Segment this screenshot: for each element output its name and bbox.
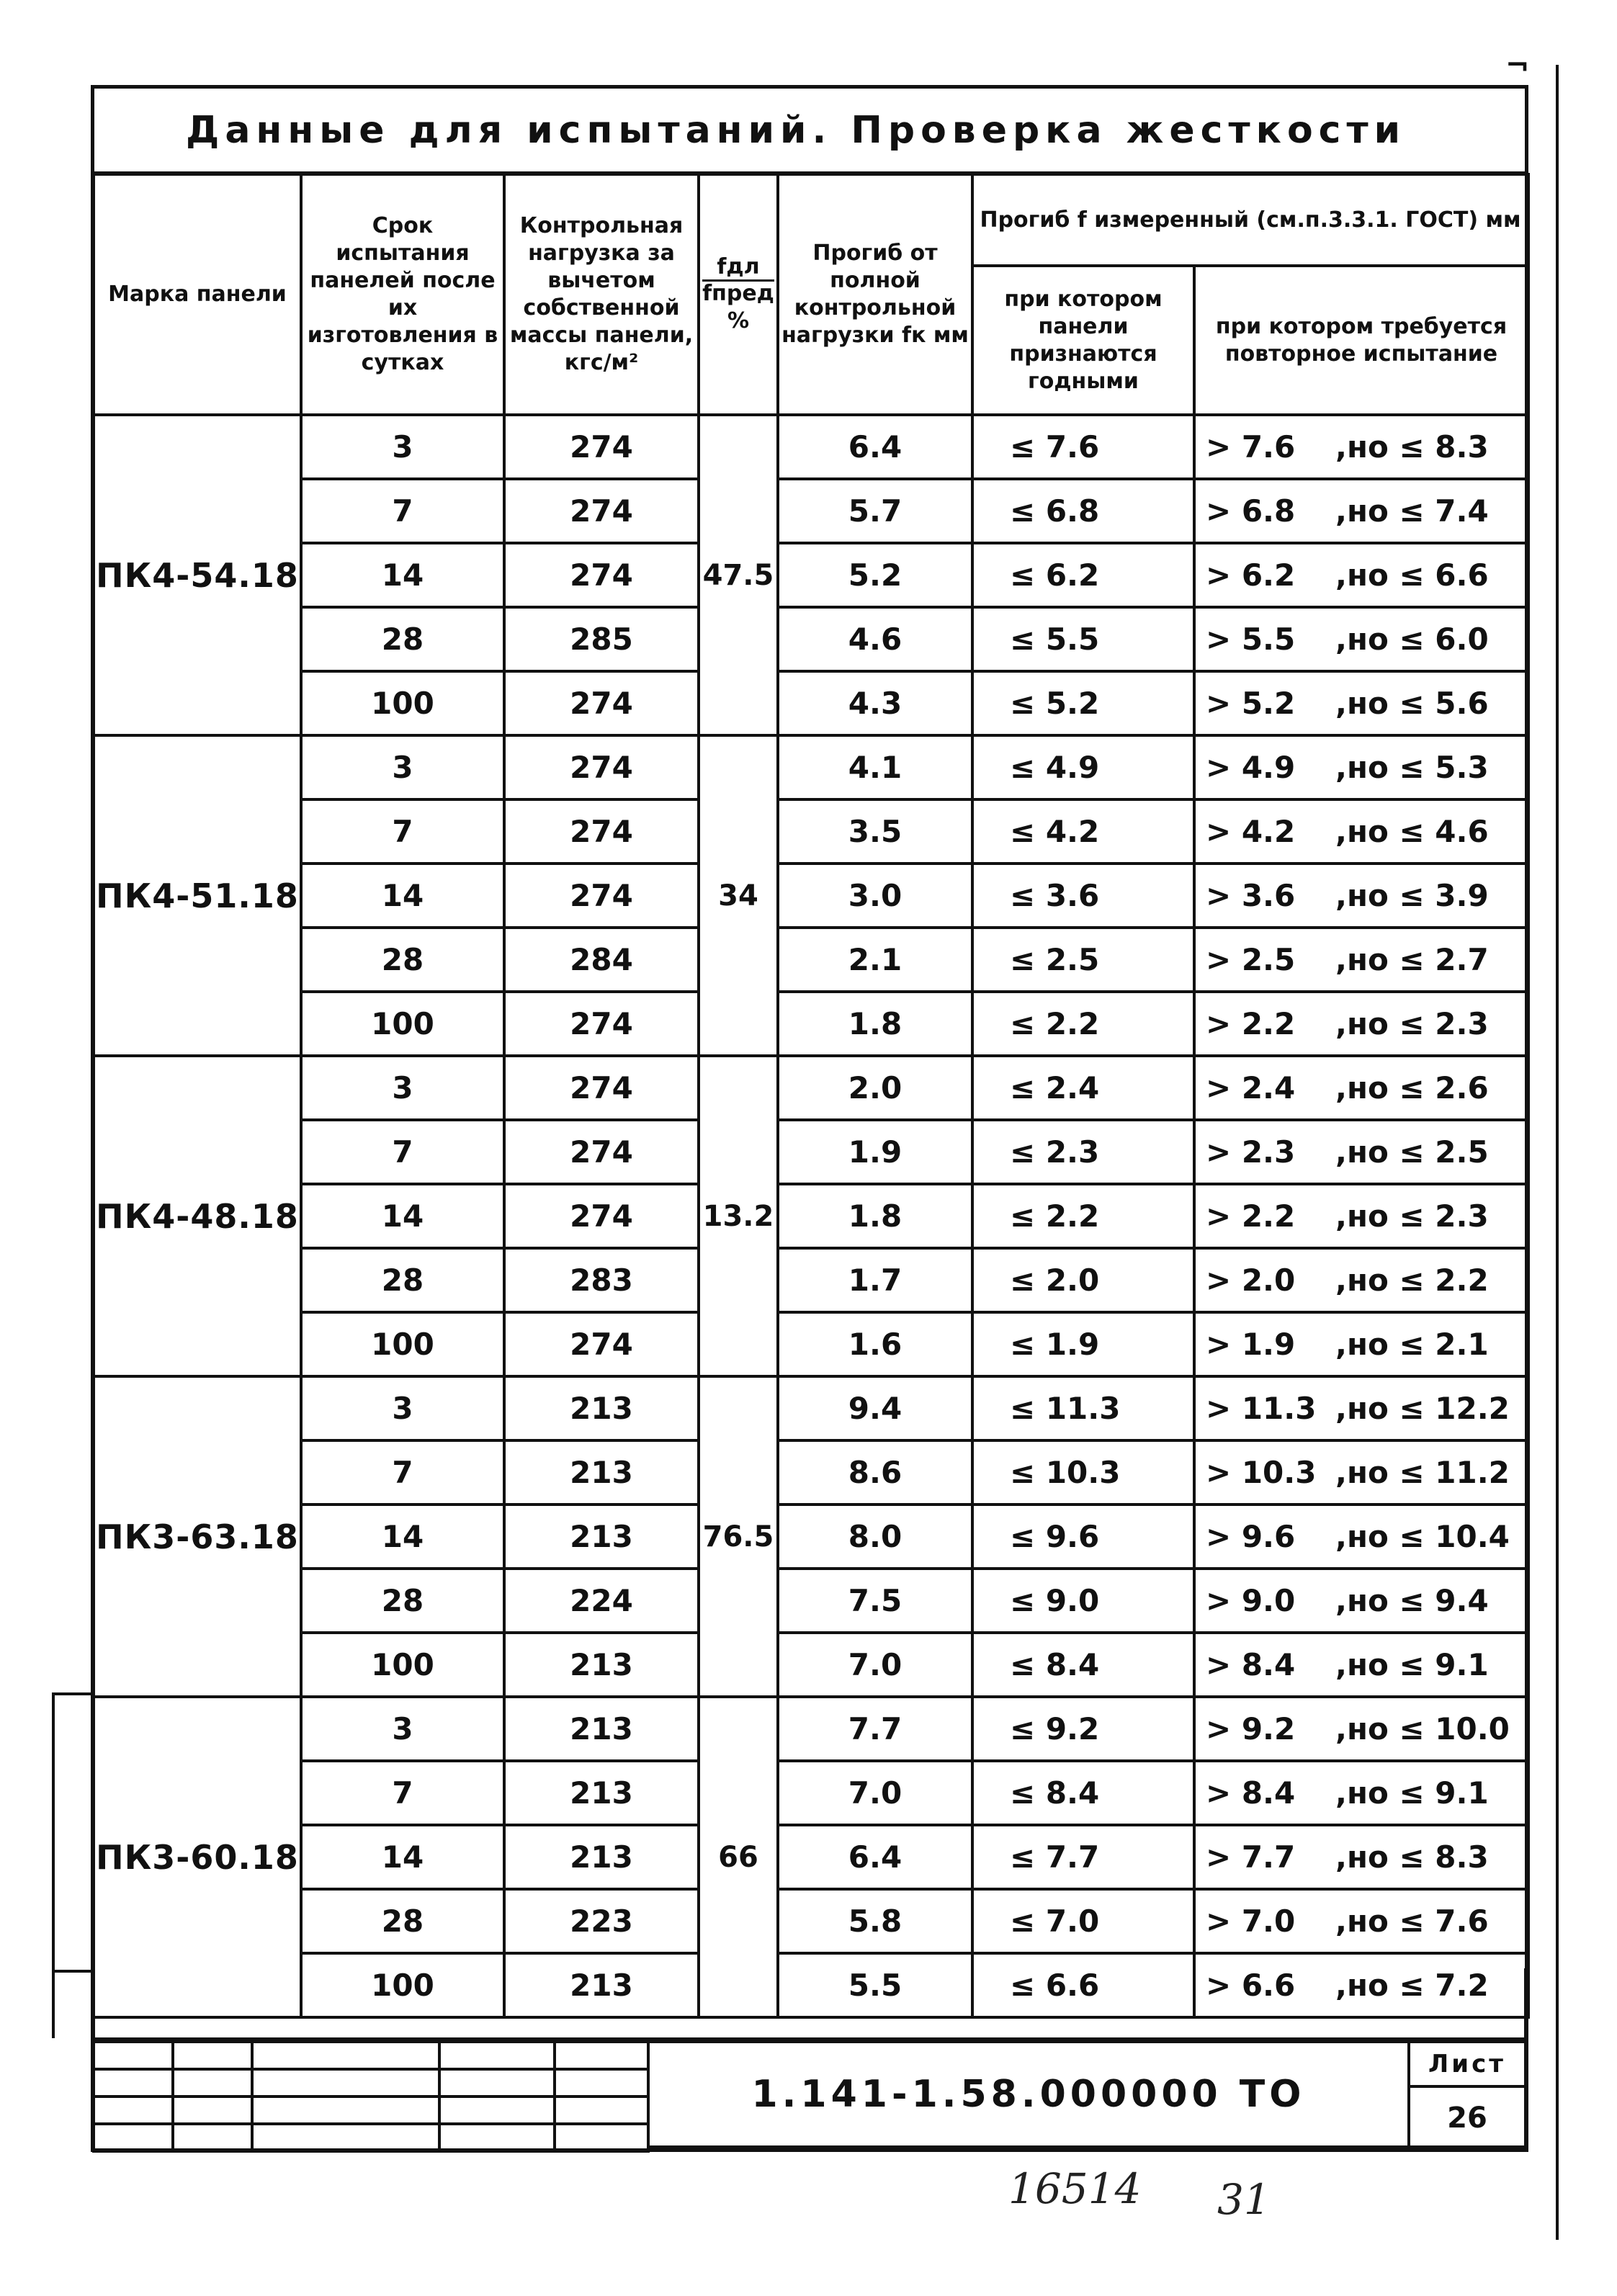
deflection-retest-range [1194,1184,1528,1248]
deflection-retest-range [1194,992,1528,1056]
deflection-retest-range [1194,1312,1528,1376]
retest-lower-bound: > 9.2 [1206,1711,1296,1746]
table-row [94,1248,1528,1312]
page-title: Данные для испытаний. Проверка жесткости [186,109,1407,152]
table-row [94,1440,1528,1504]
retest-lower-bound: > 9.6 [1206,1519,1296,1554]
stamp-cell [94,2124,173,2151]
stamp-cell [252,2124,439,2151]
table-row [94,1056,1528,1120]
deflection-good-limit: ≤ 2.3 [972,1120,1194,1184]
ratio-unit: % [727,308,750,333]
deflection-good-limit: ≤ 6.2 [972,543,1194,607]
deflection-ratio: 66 [699,1697,778,2017]
test-term-days: 100 [301,992,504,1056]
deflection-full-load: 7.0 [778,1633,972,1697]
corner-mark: ¬ [1505,49,1530,82]
table-row [94,543,1528,607]
stamp-cell [173,2042,252,2069]
deflection-full-load: 6.4 [778,415,972,479]
deflection-good-limit: ≤ 5.2 [972,671,1194,735]
ratio-denominator: fпред [702,280,774,306]
table-row [94,1312,1528,1376]
table-row [94,799,1528,864]
deflection-full-load: 4.1 [778,735,972,799]
retest-upper-bound: ,но ≤ 9.1 [1335,1647,1489,1682]
retest-upper-bound: ,но ≤ 5.3 [1335,750,1489,785]
deflection-retest-range [1194,543,1528,607]
control-load: 223 [504,1889,699,1953]
deflection-full-load: 4.3 [778,671,972,735]
deflection-full-load: 8.6 [778,1440,972,1504]
deflection-full-load: 7.0 [778,1761,972,1825]
document-code: 1.141-1.58.000000 ТО [647,2040,1410,2148]
retest-lower-bound: > 2.4 [1206,1070,1296,1106]
deflection-retest-range [1194,1633,1528,1697]
retest-upper-bound: ,но ≤ 5.6 [1335,686,1489,721]
deflection-full-load: 6.4 [778,1825,972,1889]
ratio-numerator: fдл [702,255,774,282]
deflection-good-limit: ≤ 6.6 [972,1953,1194,2017]
test-term-days: 14 [301,1825,504,1889]
stamp-cell [173,2069,252,2097]
retest-upper-bound: ,но ≤ 7.4 [1335,493,1489,529]
stamp-cell [252,2042,439,2069]
control-load: 274 [504,799,699,864]
test-term-days: 14 [301,1504,504,1569]
deflection-full-load: 7.5 [778,1569,972,1633]
notes-band [92,1968,1527,2040]
table-row [94,1120,1528,1184]
stamp-cell [94,2042,173,2069]
test-term-days: 7 [301,799,504,864]
retest-lower-bound: > 7.0 [1206,1903,1296,1939]
binding-margin-tick [52,1692,92,1695]
control-load: 274 [504,543,699,607]
stamp-cell [555,2097,648,2124]
deflection-retest-range [1194,1697,1528,1761]
retest-upper-bound: ,но ≤ 4.6 [1335,814,1489,849]
table-body [94,415,1528,2017]
header-deflection-measured: Прогиб f измеренный (см.п.3.3.1. ГОСТ) мм [972,174,1528,266]
table-row [94,1504,1528,1569]
table-row [94,928,1528,992]
binding-margin-tick [52,1970,92,1973]
control-load: 274 [504,864,699,928]
retest-lower-bound: > 3.6 [1206,878,1296,913]
retest-upper-bound: ,но ≤ 12.2 [1335,1391,1510,1426]
retest-lower-bound: > 5.5 [1206,622,1296,657]
test-term-days: 100 [301,1312,504,1376]
retest-upper-bound: ,но ≤ 2.7 [1335,942,1489,977]
deflection-retest-range [1194,479,1528,543]
deflection-retest-range [1194,864,1528,928]
title-band [92,88,1527,173]
retest-lower-bound: > 7.6 [1206,429,1296,465]
deflection-full-load: 1.6 [778,1312,972,1376]
retest-upper-bound: ,но ≤ 10.4 [1335,1519,1510,1554]
deflection-ratio: 76.5 [699,1376,778,1697]
deflection-full-load: 5.8 [778,1889,972,1953]
control-load: 213 [504,1504,699,1569]
stamp-cell [439,2097,555,2124]
retest-lower-bound: > 2.5 [1206,942,1296,977]
header-term: Срок испытания панелей после их изготовления в сутках [301,174,504,415]
deflection-retest-range [1194,1376,1528,1440]
deflection-good-limit: ≤ 7.6 [972,415,1194,479]
deflection-good-limit: ≤ 1.9 [972,1312,1194,1376]
table-row [94,415,1528,479]
table-row [94,1376,1528,1440]
deflection-good-limit: ≤ 2.2 [972,992,1194,1056]
deflection-retest-range [1194,1248,1528,1312]
retest-upper-bound: ,но ≤ 11.2 [1335,1455,1510,1490]
control-load: 224 [504,1569,699,1633]
stamp-cell [252,2069,439,2097]
table-row [94,607,1528,671]
test-term-days: 7 [301,1440,504,1504]
deflection-full-load: 1.8 [778,1184,972,1248]
control-load: 285 [504,607,699,671]
deflection-good-limit: ≤ 3.6 [972,864,1194,928]
control-load: 274 [504,1056,699,1120]
deflection-good-limit: ≤ 7.0 [972,1889,1194,1953]
stamp-grid [92,2040,650,2153]
control-load: 283 [504,1248,699,1312]
deflection-good-limit: ≤ 2.5 [972,928,1194,992]
header-retest: при котором требуется повторное испытание [1194,266,1528,415]
control-load: 274 [504,479,699,543]
stamp-cell [252,2097,439,2124]
retest-lower-bound: > 10.3 [1206,1455,1317,1490]
deflection-full-load: 8.0 [778,1504,972,1569]
test-term-days: 7 [301,1761,504,1825]
deflection-full-load: 3.5 [778,799,972,864]
retest-upper-bound: ,но ≤ 9.4 [1335,1583,1489,1618]
test-term-days: 14 [301,1184,504,1248]
control-load: 274 [504,1184,699,1248]
control-load: 213 [504,1633,699,1697]
control-load: 213 [504,1376,699,1440]
test-term-days: 28 [301,607,504,671]
binding-margin-line [52,1692,55,2038]
retest-lower-bound: > 6.6 [1206,1968,1296,2003]
test-term-days: 3 [301,1376,504,1440]
stamp-cell [173,2124,252,2151]
retest-upper-bound: ,но ≤ 6.0 [1335,622,1489,657]
test-term-days: 14 [301,864,504,928]
deflection-good-limit: ≤ 4.2 [972,799,1194,864]
test-term-days: 28 [301,1889,504,1953]
deflection-good-limit: ≤ 8.4 [972,1633,1194,1697]
deflection-retest-range [1194,1825,1528,1889]
panel-mark: ПК3-60.18 [94,1697,301,2017]
sheet-number: 26 [1447,2102,1487,2135]
stamp-cell [439,2124,555,2151]
deflection-full-load: 1.9 [778,1120,972,1184]
header-good: при котором панели признаются годными [972,266,1194,415]
test-term-days: 28 [301,1569,504,1633]
deflection-retest-range [1194,928,1528,992]
stamp-cell [94,2097,173,2124]
retest-lower-bound: > 2.0 [1206,1263,1296,1298]
stamp-cell [555,2069,648,2097]
test-term-days: 3 [301,1056,504,1120]
retest-lower-bound: > 2.2 [1206,1006,1296,1041]
deflection-retest-range [1194,1504,1528,1569]
test-term-days: 100 [301,671,504,735]
retest-upper-bound: ,но ≤ 8.3 [1335,429,1489,465]
test-term-days: 3 [301,415,504,479]
table-row [94,1889,1528,1953]
deflection-good-limit: ≤ 2.2 [972,1184,1194,1248]
control-load: 213 [504,1761,699,1825]
retest-lower-bound: > 2.3 [1206,1134,1296,1170]
retest-lower-bound: > 8.4 [1206,1775,1296,1811]
table-row [94,1697,1528,1761]
test-term-days: 3 [301,1697,504,1761]
deflection-full-load: 9.4 [778,1376,972,1440]
stamp-cell [94,2069,173,2097]
retest-upper-bound: ,но ≤ 2.6 [1335,1070,1489,1106]
sheet-label: Лист [1410,2043,1524,2088]
control-load: 274 [504,1312,699,1376]
retest-lower-bound: > 4.2 [1206,814,1296,849]
retest-upper-bound: ,но ≤ 2.5 [1335,1134,1489,1170]
table-row [94,1184,1528,1248]
deflection-full-load: 2.0 [778,1056,972,1120]
test-term-days: 100 [301,1953,504,2017]
deflection-retest-range [1194,1761,1528,1825]
deflection-good-limit: ≤ 5.5 [972,607,1194,671]
retest-upper-bound: ,но ≤ 6.6 [1335,557,1489,593]
retest-upper-bound: ,но ≤ 3.9 [1335,878,1489,913]
table-row [94,735,1528,799]
deflection-retest-range [1194,735,1528,799]
control-load: 274 [504,735,699,799]
retest-lower-bound: > 7.7 [1206,1839,1296,1875]
inventory-number-handwritten: 16514 [1008,2164,1142,2213]
header-ratio [699,174,778,415]
table-row [94,671,1528,735]
stamp-cell [555,2042,648,2069]
test-term-days: 3 [301,735,504,799]
retest-lower-bound: > 4.9 [1206,750,1296,785]
deflection-retest-range [1194,1120,1528,1184]
retest-upper-bound: ,но ≤ 2.2 [1335,1263,1489,1298]
stamp-cell [439,2042,555,2069]
control-load: 213 [504,1697,699,1761]
retest-lower-bound: > 6.8 [1206,493,1296,529]
retest-upper-bound: ,но ≤ 2.3 [1335,1198,1489,1234]
header-mark: Марка панели [94,174,301,415]
table-row [94,1825,1528,1889]
stamp-cell [439,2069,555,2097]
retest-lower-bound: > 6.2 [1206,557,1296,593]
deflection-retest-range [1194,1440,1528,1504]
deflection-good-limit: ≤ 10.3 [972,1440,1194,1504]
test-term-days: 7 [301,1120,504,1184]
control-load: 213 [504,1953,699,2017]
deflection-retest-range [1194,799,1528,864]
page-number-handwritten: 31 [1217,2175,1271,2224]
deflection-good-limit: ≤ 2.0 [972,1248,1194,1312]
retest-lower-bound: > 11.3 [1206,1391,1317,1426]
panel-mark: ПК4-51.18 [94,735,301,1056]
panel-mark: ПК4-48.18 [94,1056,301,1376]
deflection-full-load: 1.7 [778,1248,972,1312]
deflection-good-limit: ≤ 9.2 [972,1697,1194,1761]
header-deflection-full: Прогиб от полной контрольной нагрузки fк мм [778,174,972,415]
page-edge-line [1556,65,1559,2240]
retest-upper-bound: ,но ≤ 10.0 [1335,1711,1510,1746]
deflection-good-limit: ≤ 9.0 [972,1569,1194,1633]
deflection-good-limit: ≤ 11.3 [972,1376,1194,1440]
retest-upper-bound: ,но ≤ 8.3 [1335,1839,1489,1875]
retest-upper-bound: ,но ≤ 7.2 [1335,1968,1489,2003]
deflection-retest-range [1194,1056,1528,1120]
sheet-box [1407,2040,1527,2148]
deflection-good-limit: ≤ 8.4 [972,1761,1194,1825]
control-load: 274 [504,992,699,1056]
table-row [94,992,1528,1056]
deflection-retest-range [1194,1569,1528,1633]
deflection-full-load: 2.1 [778,928,972,992]
retest-upper-bound: ,но ≤ 9.1 [1335,1775,1489,1811]
retest-upper-bound: ,но ≤ 2.1 [1335,1327,1489,1362]
deflection-full-load: 5.2 [778,543,972,607]
retest-upper-bound: ,но ≤ 7.6 [1335,1903,1489,1939]
deflection-full-load: 5.7 [778,479,972,543]
stamp-cell [555,2124,648,2151]
deflection-full-load: 4.6 [778,607,972,671]
table-row [94,1761,1528,1825]
deflection-retest-range [1194,607,1528,671]
control-load: 274 [504,415,699,479]
test-term-days: 28 [301,1248,504,1312]
retest-upper-bound: ,но ≤ 2.3 [1335,1006,1489,1041]
retest-lower-bound: > 1.9 [1206,1327,1296,1362]
deflection-full-load: 7.7 [778,1697,972,1761]
deflection-good-limit: ≤ 7.7 [972,1825,1194,1889]
test-term-days: 100 [301,1633,504,1697]
deflection-retest-range [1194,1889,1528,1953]
test-term-days: 14 [301,543,504,607]
retest-lower-bound: > 2.2 [1206,1198,1296,1234]
control-load: 213 [504,1440,699,1504]
deflection-ratio: 34 [699,735,778,1056]
table-row [94,1633,1528,1697]
control-load: 274 [504,671,699,735]
table-row [94,864,1528,928]
test-term-days: 28 [301,928,504,992]
deflection-good-limit: ≤ 6.8 [972,479,1194,543]
panel-mark: ПК4-54.18 [94,415,301,735]
deflection-full-load: 1.8 [778,992,972,1056]
deflection-good-limit: ≤ 2.4 [972,1056,1194,1120]
table-row [94,1569,1528,1633]
deflection-retest-range [1194,415,1528,479]
deflection-good-limit: ≤ 4.9 [972,735,1194,799]
retest-lower-bound: > 5.2 [1206,686,1296,721]
deflection-good-limit: ≤ 9.6 [972,1504,1194,1569]
deflection-ratio: 13.2 [699,1056,778,1376]
header-load: Контрольная нагрузка за вычетом собственной массы панели, кгс/м² [504,174,699,415]
test-term-days: 7 [301,479,504,543]
stiffness-test-table [92,173,1530,2019]
deflection-full-load: 3.0 [778,864,972,928]
deflection-ratio: 47.5 [699,415,778,735]
table-row [94,479,1528,543]
retest-lower-bound: > 8.4 [1206,1647,1296,1682]
control-load: 274 [504,1120,699,1184]
control-load: 284 [504,928,699,992]
stamp-cell [173,2097,252,2124]
ratio-fraction [702,255,774,306]
deflection-full-load: 5.5 [778,1953,972,2017]
retest-lower-bound: > 9.0 [1206,1583,1296,1618]
deflection-retest-range [1194,671,1528,735]
panel-mark: ПК3-63.18 [94,1376,301,1697]
control-load: 213 [504,1825,699,1889]
